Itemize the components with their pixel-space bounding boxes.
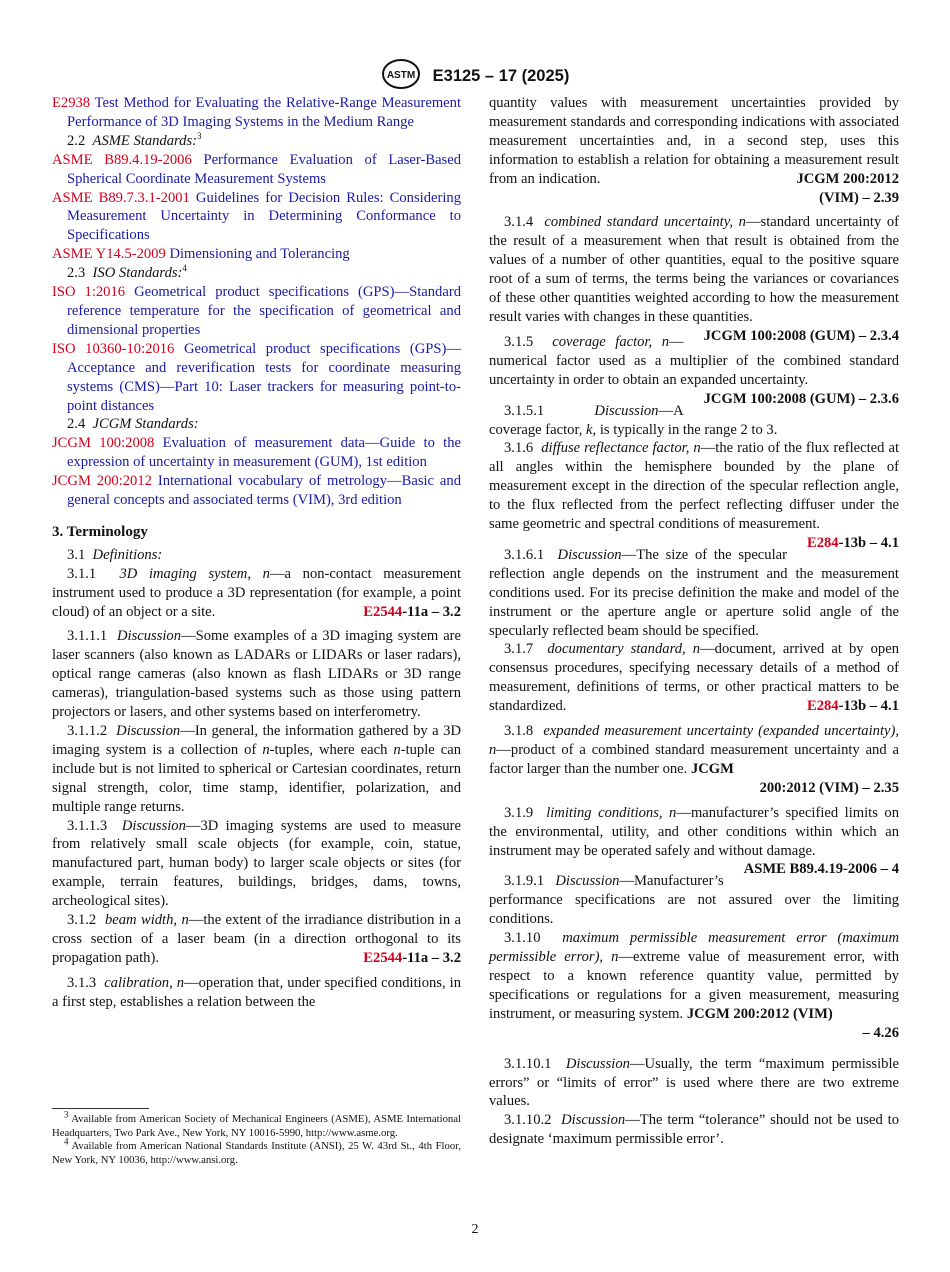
citation: E2544-11a – 3.2 — [363, 603, 461, 620]
left-column — [52, 94, 461, 1012]
discussion-3-1-10-1: 3.1.10.1 Discussion—Usually, the term “maximum permissible errors” or “limits of error” is used where there are two extreme values. — [489, 1055, 899, 1110]
discussion-3-1-1-2: 3.1.1.2 Discussion—In general, the information gathered by a 3D imaging system is a collection of n-tuples, where each n-tuple can include but is not limited to spherical or Cartesian coordinates, return signal strength, color, time stamp, identifier, polarization, and multiple range returns. — [52, 723, 462, 815]
reference-entry[interactable] — [52, 94, 461, 132]
discussion-3-1-1-1: 3.1.1.1 Discussion—Some examples of a 3D imaging system are laser scanners (also known as LADARs or LIDARs or laser radars), optical range cameras (also known as flash LIDARs or 3D range cameras), triangulation-based systems such as those using pattern projectors or lasers, and other systems based on interferometry. — [52, 628, 462, 721]
page-number: 2 — [471, 1222, 479, 1237]
term-3-1-6: 3.1.6 diffuse reflectance factor, n—the ratio of the flux reflected at all angles within the hemisphere bounded by the plane of measurement except in the direction of the specular reflection angle, to the flux reflected from the perfect reflecting diffuser under the same geometric and spectral conditions of measurement. E284-13b – 4.1 — [489, 440, 899, 551]
discussion-3-1-5-1: 3.1.5.1 Discussion—A coverage factor, k, is typically in the range 2 to 3. — [489, 402, 778, 438]
reference-entry[interactable]: ISO 1:2016 Geometrical product specifications (GPS)—Standard reference temperature for the specification of geometrical and dimensional properties — [52, 284, 461, 338]
asme-standards-heading: 2.2 ASME Standards:$^3$ — [67, 130, 202, 149]
citation: – 4.26 — [862, 1024, 899, 1041]
footnote: $^4$ Available from American National Standards Institute (ANSI), 25 W. 43rd St., 4th Floor, New York, NY 10036, http://www.ansi.org. — [52, 1136, 461, 1166]
term-3-1-7: 3.1.7 documentary standard, n—document, arrived at by open consensus procedures, specifying necessary details of a method of measurement, definitions of terms, or other practical matters to be standardized. E284-13b – 4.1 — [489, 641, 900, 715]
reference-entry[interactable]: ASME B89.4.19-2006 Performance Evaluation of Laser-Based Spherical Coordinate Measurement Systems — [52, 151, 462, 187]
term-3-1-3: 3.1.3 calibration, n—operation that, under specified conditions, in a first step, establishes a relation between the — [52, 974, 461, 1010]
astm-logo — [381, 58, 421, 95]
section-title: 3. Terminology — [52, 523, 148, 540]
term-3-1-1: 3.1.1 3D imaging system, n—a non-contact measurement instrument used to produce a 3D representation (for example, a point cloud) of an object or a site. E2544-11a – 3.2 — [52, 565, 461, 620]
term-3-1-2: 3.1.2 beam width, n—the extent of the irradiance distribution in a cross section of a laser beam (in a direction orthogonal to its propagation path). E2544-11a – 3.2 — [52, 912, 461, 966]
citation: (VIM) – 2.39 — [819, 189, 899, 206]
footnote: $^3$ Available from American Society of Mechanical Engineers (ASME), ASME International Headquarters, Two Park Ave., New York, NY 10016-5990, http://www.asme.org. — [52, 1109, 461, 1139]
term-3-1-5: 3.1.5 coverage factor, n—numerical factor used as a multiplier of the combined standard uncertainty in order to obtain an expanded uncertainty. JCGM 100:2008 (GUM) – 2.3.6 — [489, 333, 899, 407]
iso-standards-heading: 2.3 ISO Standards:$^4$ — [67, 263, 187, 282]
discussion-3-1-1-3: 3.1.1.3 Discussion—3D imaging systems are used to measure from relatively small scale objects (for example, coin, statue, manufactured part, human body) to larger scale objects or sites (for example, terrain features, buildings, bridges, dams, towns, archeological sites). — [52, 817, 462, 910]
reference-entry[interactable]: ASME Y14.5-2009 Dimensioning and Tolerancing — [52, 246, 350, 263]
page-header — [0, 58, 950, 95]
document-id: E3125 – 17 (2025) — [432, 67, 570, 85]
discussion-3-1-9-1: 3.1.9.1 Discussion—Manufacturer’s performance specifications are not assured over the limiting conditions. — [489, 873, 899, 928]
citation: 200:2012 (VIM) – 2.35 — [759, 779, 899, 796]
svg-text:ASTM: ASTM — [386, 70, 415, 81]
term-3-1-10: 3.1.10 maximum permissible measurement error (maximum permissible error), n—extreme value of measurement error, with respect to a known reference quantity value, permitted by specifications or regulations for a given measurement, measuring instrument, or measuring system. JCGM 200:2012 (VIM) — [489, 930, 899, 1022]
definitions-heading: 3.1 Definitions: — [67, 546, 163, 563]
term-3-1-8: 3.1.8 expanded measurement uncertainty (expanded uncertainty), n—product of a combined standard measurement uncertainty and a factor larger than the number one. JCGM — [489, 723, 899, 777]
footnotes — [52, 1108, 461, 1167]
term-3-1-3-continued: quantity values with measurement uncertainties provided by measurement standards and corresponding indications with associated measurement uncertainties and, in a second step, uses this information to establish a relation for obtaining a measurement result from an indication. JCGM 200:2012 — [489, 95, 899, 187]
jcgm-standards-heading: 2.4 JCGM Standards: — [67, 416, 199, 433]
reference-title[interactable]: Test Method for Evaluating the Relative-Range Measurement Performance of 3D Imaging Systems in the Medium Range — [67, 95, 462, 130]
reference-entry[interactable]: JCGM 100:2008 Evaluation of measurement data—Guide to the expression of uncertainty in measurement (GUM), 1st edition — [52, 435, 462, 471]
discussion-3-1-10-2: 3.1.10.2 Discussion—The term “tolerance” should not be used to designate ‘maximum permissible error’. — [489, 1112, 899, 1148]
reference-code[interactable]: E2938 — [52, 95, 91, 111]
reference-entry[interactable]: ASME B89.7.3.1-2001 Guidelines for Decision Rules: Considering Measurement Uncertainty in Determining Conformance to Specifications — [52, 189, 461, 244]
term-3-1-4: 3.1.4 combined standard uncertainty, n—standard uncertainty of the result of a measurement when that result is obtained from the values of a number of other quantities, equal to the positive square root of a sum of terms, the terms being the variances or covariances of these other quantities weighted according to how the measurement result varies with changes in these quantities. JCGM 100:2008 (GUM) – 2.3.4 — [489, 214, 900, 344]
reference-entry[interactable]: ISO 10360-10:2016 Geometrical product specifications (GPS)—Acceptance and reverification tests for coordinate measuring systems (CMS)—Part 10: Laser trackers for measuring point-to-point distances — [52, 340, 461, 414]
reference-entry[interactable]: JCGM 200:2012 International vocabulary of metrology—Basic and general concepts and associated terms (VIM), 3rd edition — [52, 473, 461, 509]
citation: E2544-11a – 3.2 — [363, 949, 461, 966]
right-column — [489, 94, 899, 1149]
term-3-1-9: 3.1.9 limiting conditions, n—manufacturer’s specified limits on the environmental, utility, and other conditions within which an instrument may be operated safely and without damage. ASME B89.4.19-2006 – 4 — [489, 804, 900, 878]
discussion-3-1-6-1: 3.1.6.1 Discussion—The size of the specular reflection angle depends on the instrument and the measurement conditions used. For its precise definition the make and model of the instrument or the aperture angle or aperture solid angle of the specularly reflected beam should be specified. — [489, 546, 899, 639]
